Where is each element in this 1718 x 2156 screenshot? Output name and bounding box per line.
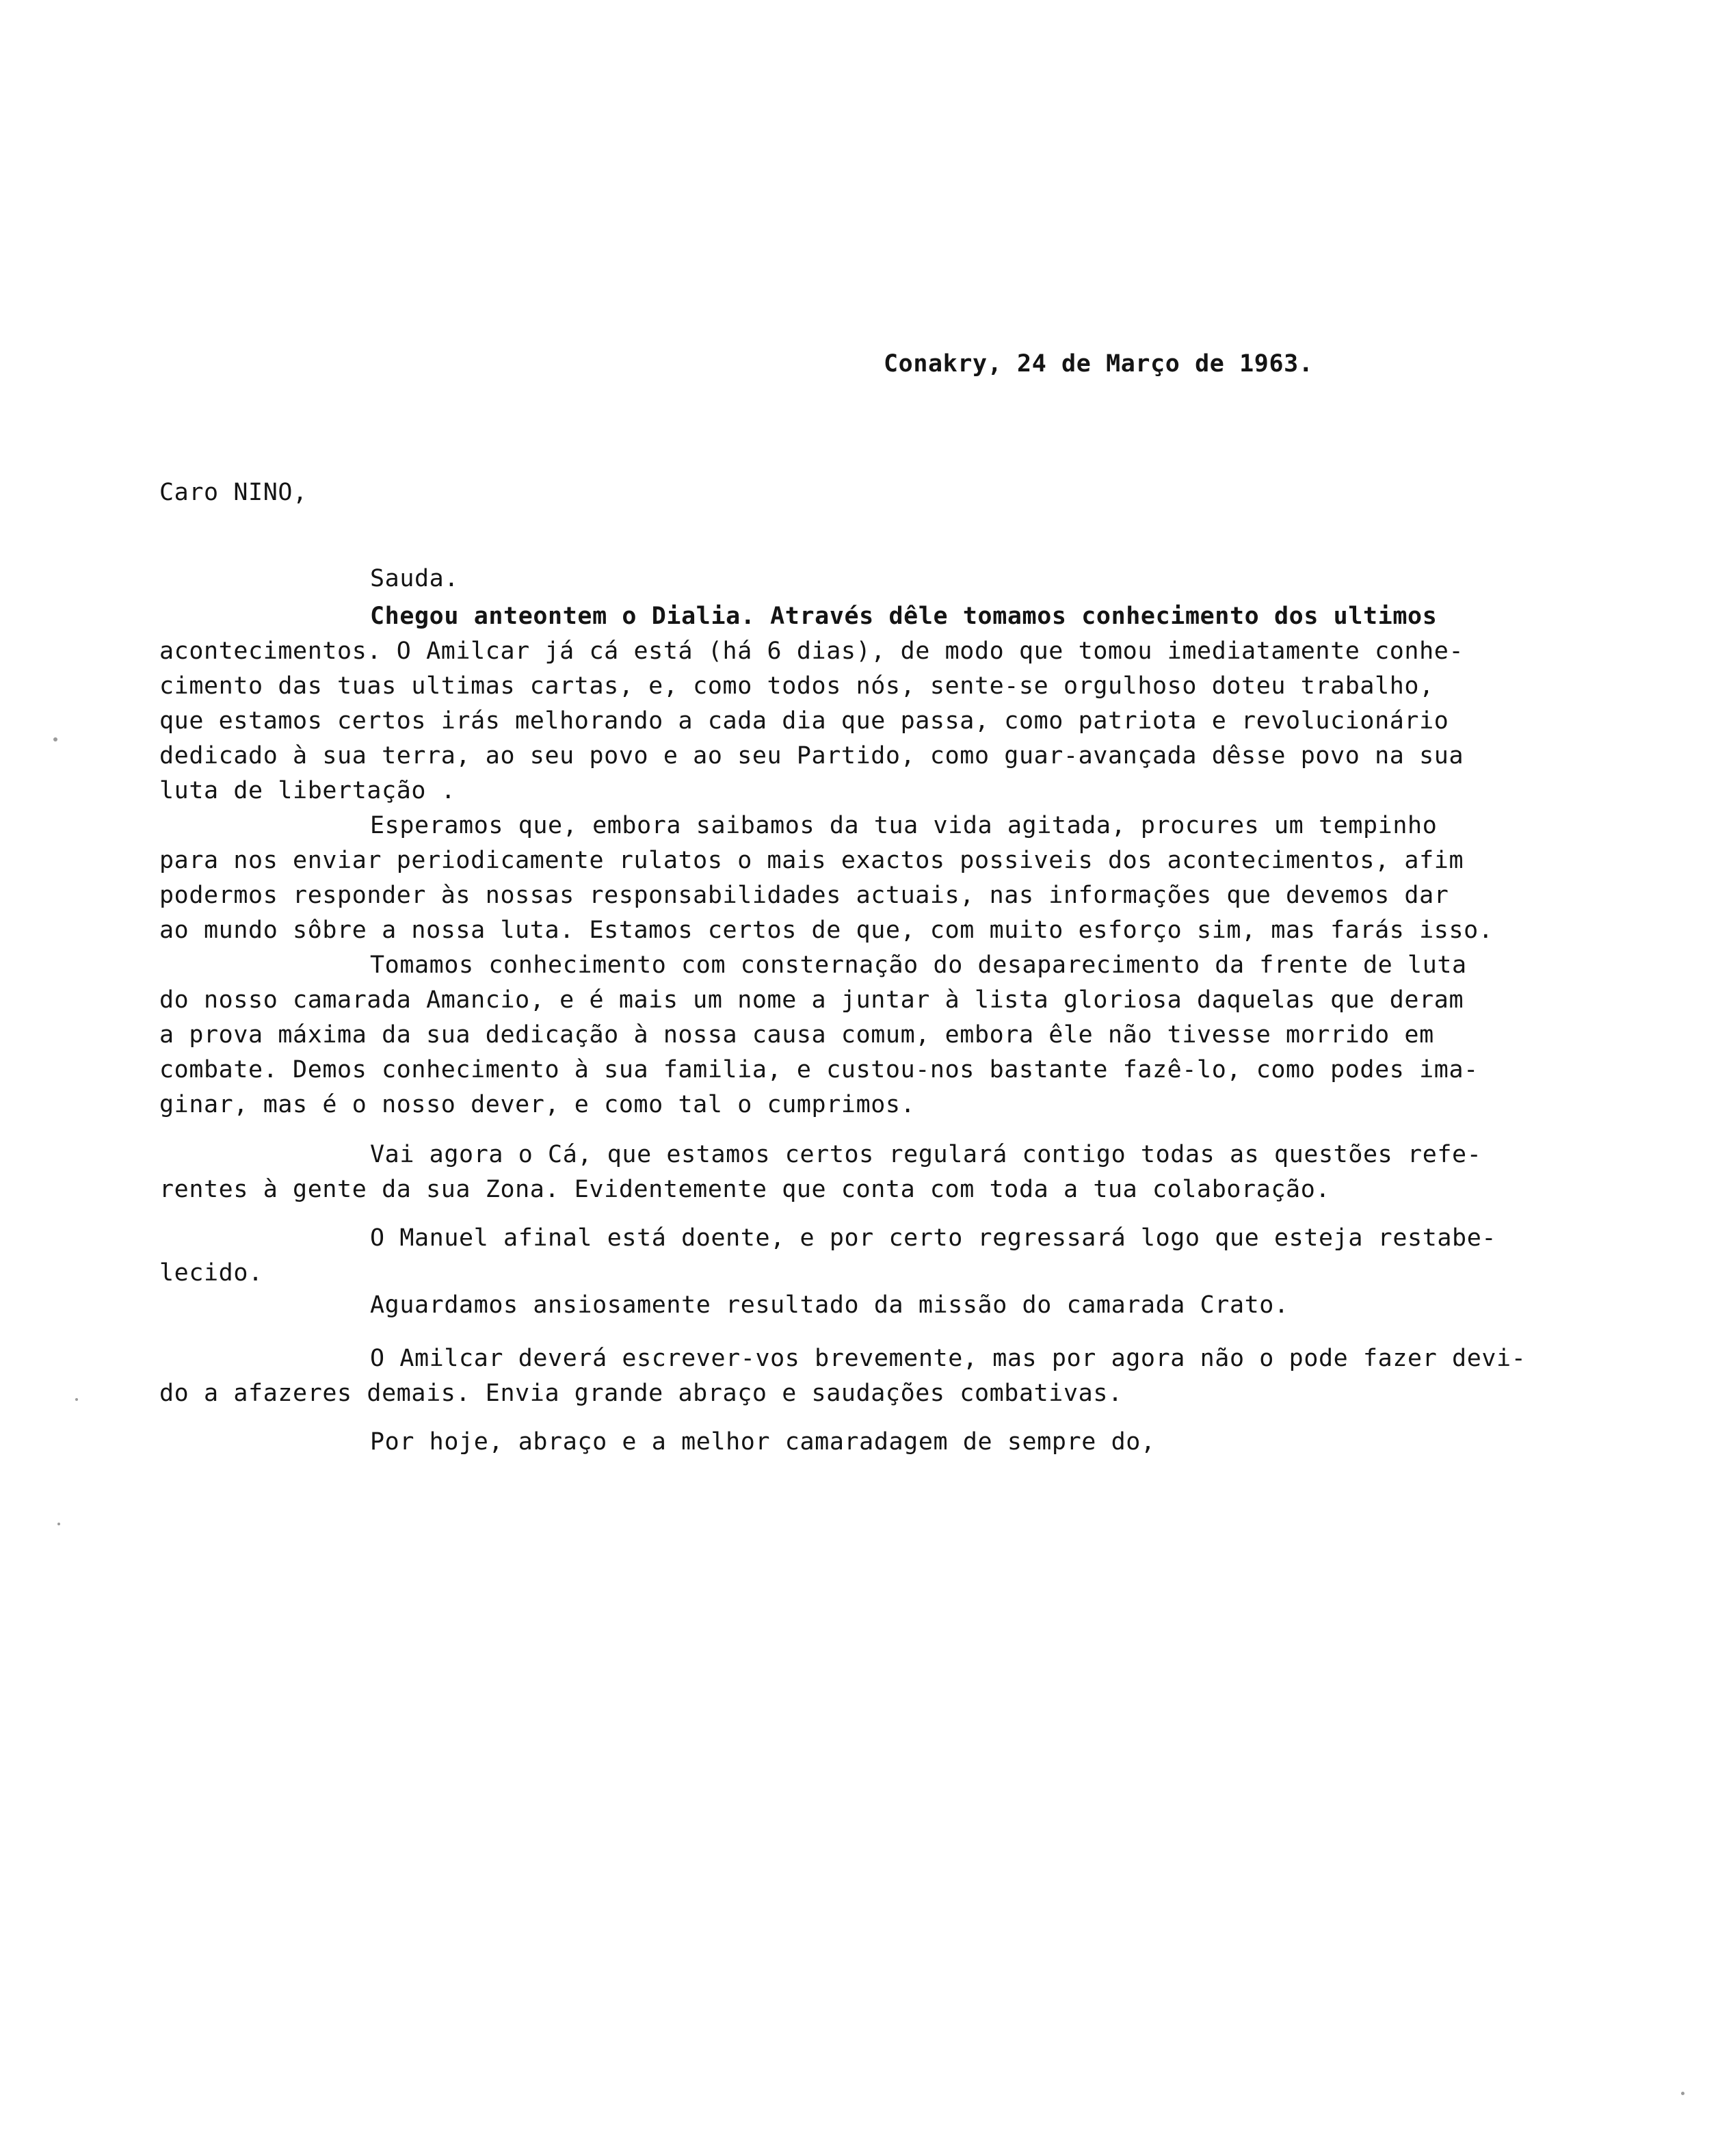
greeting: Sauda.	[370, 565, 460, 592]
salutation: Caro NINO,	[159, 479, 308, 506]
body-line: luta de libertação .	[159, 777, 456, 804]
scan-speck	[75, 1398, 78, 1401]
body-line: rentes à gente da sua Zona. Evidentemente que conta com toda a tua colaboração.	[159, 1176, 1331, 1203]
body-line: a prova máxima da sua dedicação à nossa causa comum, embora êle não tivesse morrido em	[159, 1021, 1434, 1049]
scan-speck	[57, 1523, 60, 1525]
body-line: combate. Demos conhecimento à sua familia, e custou-nos bastante fazê-lo, como podes ima-	[159, 1056, 1479, 1083]
date-line: Conakry, 24 de Março de 1963.	[884, 350, 1314, 378]
body-line: que estamos certos irás melhorando a cada dia que passa, como patriota e revolucionário	[159, 707, 1449, 735]
body-line: ao mundo sôbre a nossa luta. Estamos certos de que, com muito esforço sim, mas farás isso.	[159, 917, 1494, 944]
body-line: O Amilcar deverá escrever-vos brevemente, mas por agora não o pode fazer devi-	[370, 1345, 1527, 1372]
body-line: Vai agora o Cá, que estamos certos regulará contigo todas as questões refe-	[370, 1141, 1482, 1168]
body-line: do nosso camarada Amancio, e é mais um nome a juntar à lista gloriosa daquelas que deram	[159, 986, 1464, 1014]
closing-line: Por hoje, abraço e a melhor camaradagem de sempre do,	[370, 1428, 1156, 1456]
body-line: O Manuel afinal está doente, e por certo regressará logo que esteja restabe-	[370, 1224, 1497, 1252]
body-line: podermos responder às nossas responsabilidades actuais, nas informações que devemos dar	[159, 882, 1449, 909]
body-line: acontecimentos. O Amilcar já cá está (há 6 dias), de modo que tomou imediatamente conhe-	[159, 637, 1464, 665]
body-line: dedicado à sua terra, ao seu povo e ao seu Partido, como guar-avançada dêsse povo na sua	[159, 742, 1464, 770]
body-line: Esperamos que, embora saibamos da tua vida agitada, procures um tempinho	[370, 812, 1438, 839]
scan-speck	[1681, 2092, 1684, 2095]
body-line: do a afazeres demais. Envia grande abraço e saudações combativas.	[159, 1380, 1123, 1407]
body-line: cimento das tuas ultimas cartas, e, como todos nós, sente-se orgulhoso doteu trabalho,	[159, 672, 1434, 700]
body-line: ginar, mas é o nosso dever, e como tal o cumprimos.	[159, 1091, 916, 1118]
scan-speck	[53, 737, 57, 741]
body-line: Aguardamos ansiosamente resultado da missão do camarada Crato.	[370, 1291, 1289, 1319]
body-line: Tomamos conhecimento com consternação do desaparecimento da frente de luta	[370, 951, 1467, 979]
body-line: lecido.	[159, 1259, 263, 1287]
body-line: para nos enviar periodicamente rulatos o mais exactos possiveis dos acontecimentos, afim	[159, 847, 1464, 874]
body-line: Chegou anteontem o Dialia. Através dêle tomamos conhecimento dos ultimos	[370, 603, 1438, 630]
